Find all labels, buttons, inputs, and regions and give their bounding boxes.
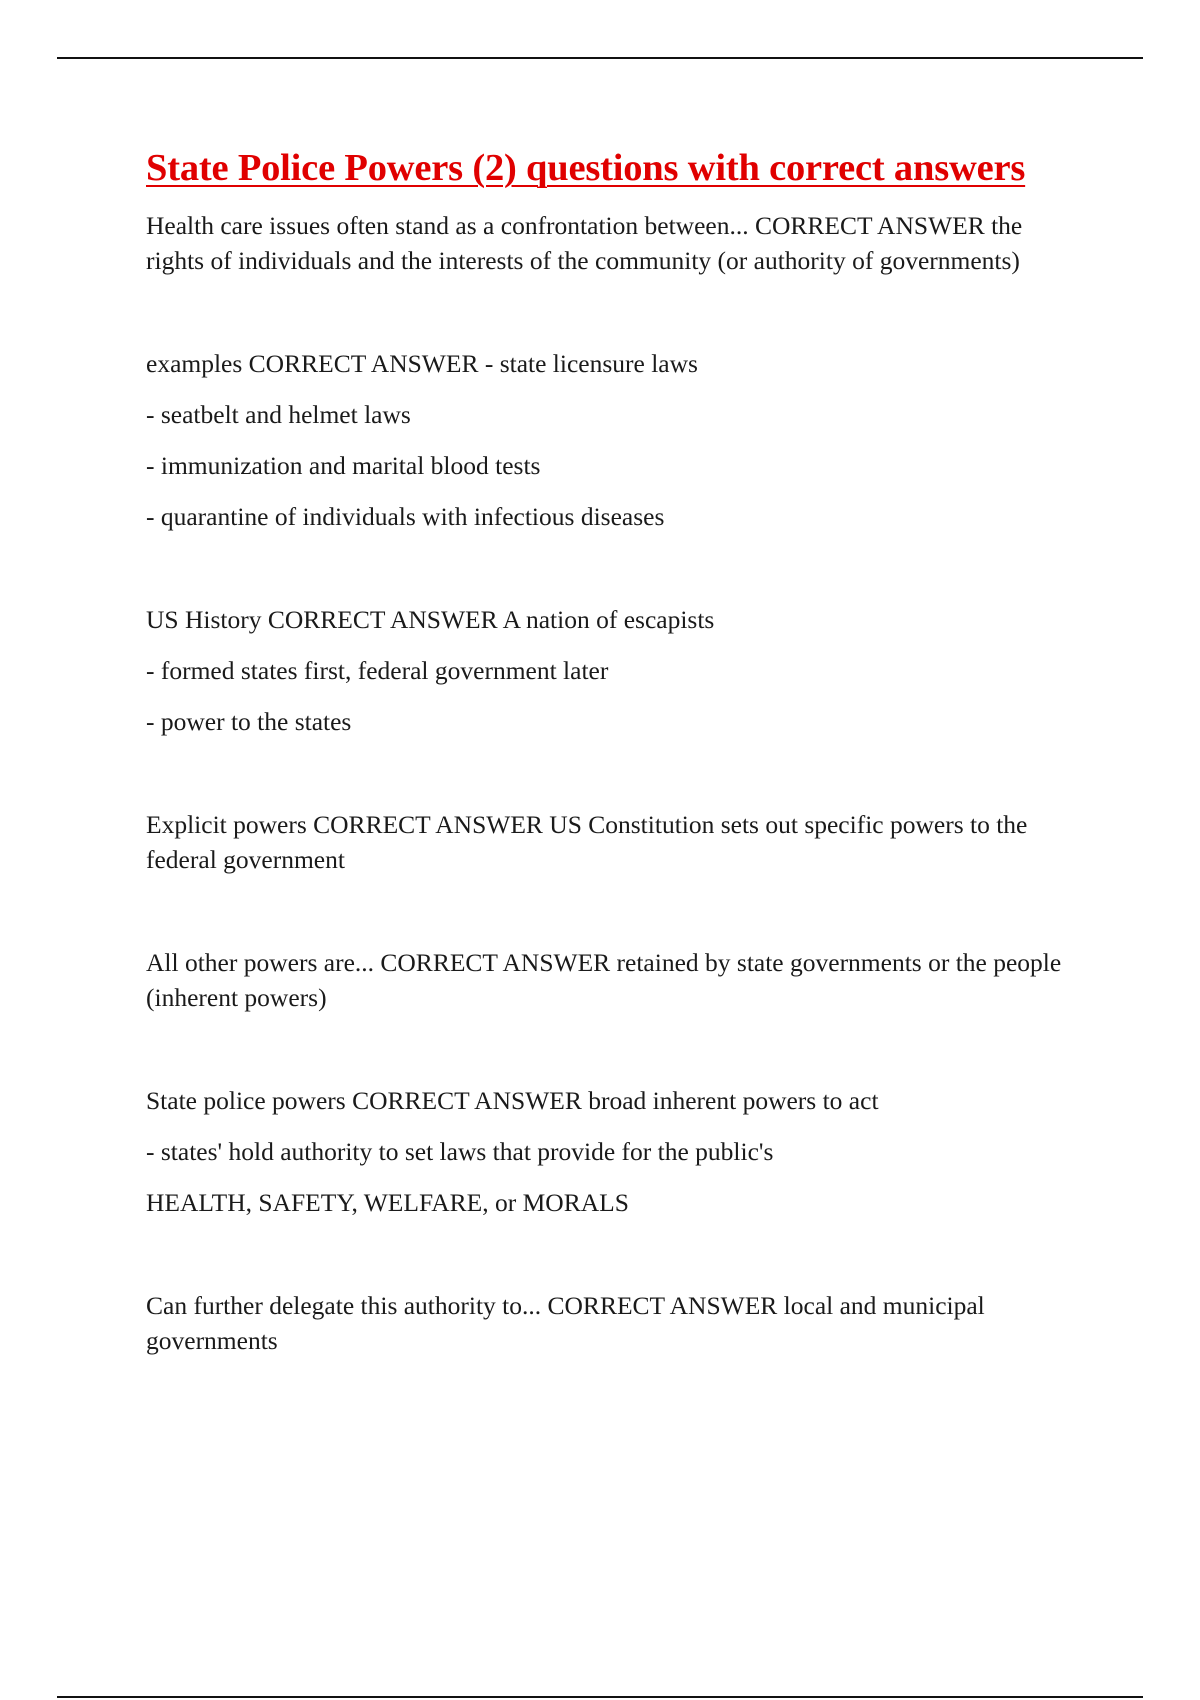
qa-entry-line: All other powers are... CORRECT ANSWER retained by state governments or the people (inherent powers) — [146, 948, 1062, 1012]
qa-entry-line: US History CORRECT ANSWER A nation of escapists — [146, 605, 715, 634]
document-title: State Police Powers (2) questions with correct answers — [146, 147, 1026, 189]
document-body — [146, 146, 1086, 1358]
qa-entry-line: - quarantine of individuals with infectious diseases — [146, 502, 665, 531]
qa-entry-4 — [146, 807, 1086, 877]
qa-entry-2 — [146, 346, 1086, 534]
qa-entry-7 — [146, 1288, 1086, 1358]
qa-entry-line: - formed states first, federal government later — [146, 656, 609, 685]
qa-entry-line: Health care issues often stand as a confrontation between... CORRECT ANSWER the rights of individuals and the interests of the community (or authority of governments) — [146, 211, 1023, 275]
qa-entry-3 — [146, 602, 1086, 739]
qa-entry-5 — [146, 945, 1086, 1015]
qa-entry-line: - states' hold authority to set laws that provide for the public's — [146, 1137, 774, 1166]
qa-entry-line: Can further delegate this authority to... CORRECT ANSWER local and municipal governments — [146, 1291, 985, 1355]
qa-entry-line: - immunization and marital blood tests — [146, 451, 541, 480]
qa-entry-line: State police powers CORRECT ANSWER broad inherent powers to act — [146, 1086, 879, 1115]
footer-rule — [57, 1696, 1143, 1698]
header-rule — [57, 57, 1143, 59]
qa-entry-line: - seatbelt and helmet laws — [146, 400, 411, 429]
qa-entry-line: - power to the states — [146, 707, 352, 736]
qa-entry-1 — [146, 208, 1086, 278]
qa-entry-line: examples CORRECT ANSWER - state licensure laws — [146, 349, 698, 378]
qa-entry-6 — [146, 1083, 1086, 1220]
qa-entry-line: HEALTH, SAFETY, WELFARE, or MORALS — [146, 1188, 629, 1217]
qa-entry-line: Explicit powers CORRECT ANSWER US Constitution sets out specific powers to the federal government — [146, 810, 1028, 874]
